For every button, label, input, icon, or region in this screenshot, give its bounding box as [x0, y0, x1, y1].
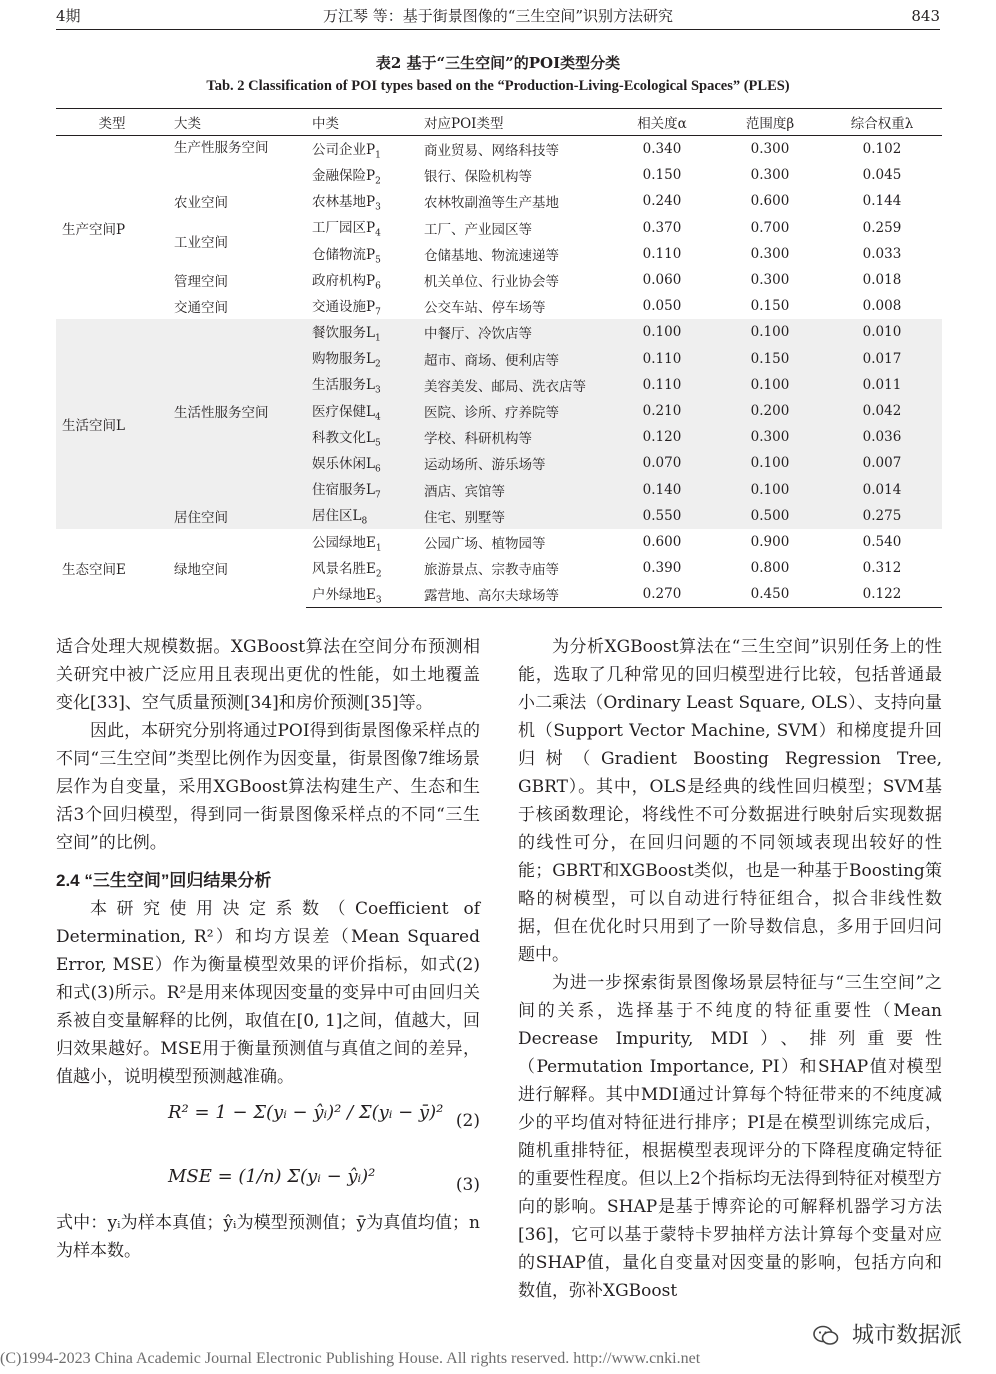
cell-poi-type: 运动场所、游乐场等: [418, 450, 606, 476]
cell-subcategory: [306, 424, 418, 450]
cell-lambda: 0.010: [822, 319, 942, 345]
cell-beta: 0.100: [718, 319, 822, 345]
subcategory-index: 1: [375, 543, 382, 554]
table-row: [56, 319, 942, 345]
table-row: [56, 188, 942, 214]
subcategory-name: 户外绿地: [312, 586, 366, 603]
subcategory-symbol: P: [366, 246, 376, 263]
cell-lambda: 0.017: [822, 346, 942, 372]
col-header-alpha: 相关度α: [606, 109, 718, 136]
cell-lambda: 0.008: [862, 298, 902, 315]
cell-poi-type: 银行、保险机构等: [424, 169, 532, 186]
equation-3: [56, 1155, 480, 1209]
table-row: [56, 293, 942, 319]
subcategory-name: 餐饮服务: [312, 325, 366, 342]
cell-type: 生产空间P: [62, 221, 126, 238]
cell-lambda: 0.312: [862, 560, 902, 577]
watermark-text: 城市数据派: [851, 1323, 962, 1348]
subcategory-index: 5: [374, 438, 381, 449]
subcategory-symbol: L: [366, 351, 375, 368]
cell-lambda: 0.122: [822, 581, 942, 608]
cell-type: 生态空间E: [62, 562, 126, 579]
subcategory-symbol: E: [366, 560, 376, 577]
right-text-column: [518, 633, 942, 1305]
cell-subcategory: [306, 450, 418, 476]
cell-beta: 0.500: [718, 503, 822, 529]
cell-beta: 0.300: [750, 272, 790, 289]
subcategory-name: 公司企业: [312, 141, 366, 158]
subcategory-index: 8: [361, 517, 368, 528]
col-header-beta: 范围度β: [718, 109, 822, 136]
cell-alpha: 0.110: [642, 245, 682, 262]
cell-lambda: 0.007: [822, 450, 942, 476]
subcategory-symbol: P: [366, 194, 376, 211]
cell-lambda: 0.144: [862, 193, 902, 210]
subcategory-index: 6: [375, 281, 381, 292]
cell-beta: 0.300: [750, 141, 790, 158]
subcategory-symbol: E: [366, 534, 376, 551]
subcategory-symbol: P: [366, 167, 376, 184]
equation-2-label: (2): [455, 1111, 480, 1131]
subcategory-index: 3: [375, 202, 381, 213]
subcategory-symbol: L: [366, 403, 375, 420]
cell-beta: 0.200: [718, 398, 822, 424]
paragraph: 为分析XGBoost算法在“三生空间”识别任务上的性能，选取了几种常见的回归模型进行比较，包括普通最小二乘法（Ordinary Least Square, OLS）、支持向量机（Support Vector Machine, SVM）和梯度提升回归树（Gradient Boosting Regression Tree, GBRT）。其中，OLS是经典的线性回归模型；SVM基于核函数理论，将线性不可分数据进行映射后实现数据的线性可分，在回归问题的不同领域表现出较好的性能；GBRT和XGBoost类似，也是一种基于Boosting策略的树模型，可以自动进行特征组合，拟合非线性数据，但在优化时只用到了一阶导数信息，多用于回归问题中。: [518, 637, 942, 965]
subcategory-symbol: L: [352, 508, 362, 525]
subcategory-name: 政府机构: [312, 272, 366, 289]
cell-alpha: 0.120: [606, 424, 718, 450]
subcategory-index: 2: [375, 569, 382, 580]
subcategory-symbol: P: [366, 141, 376, 158]
cell-subcategory: [306, 241, 418, 267]
col-header-poi-type: 对应POI类型: [418, 109, 606, 136]
running-title: 万江琴 等：基于街景图像的“三生空间”识别方法研究: [322, 7, 674, 25]
cell-subcategory: [306, 398, 418, 424]
cell-poi-type: 机关单位、行业协会等: [424, 274, 559, 291]
cell-poi-type: 公园广场、植物园等: [424, 535, 546, 552]
subcategory-name: 住宿服务: [312, 482, 366, 499]
cell-beta: 0.150: [718, 346, 822, 372]
cell-lambda: 0.014: [822, 476, 942, 502]
table-row: [56, 136, 942, 163]
cell-poi-type: 仓储基地、物流速递等: [424, 247, 559, 264]
running-header: [56, 4, 940, 28]
col-header-type: 类型: [56, 109, 168, 136]
subcategory-symbol: L: [366, 377, 375, 394]
cell-subcategory: [306, 372, 418, 398]
subcategory-name: 公园绿地: [312, 534, 366, 551]
cell-alpha: 0.600: [642, 533, 682, 550]
subcategory-index: 6: [374, 464, 381, 475]
cell-subcategory: [306, 319, 418, 345]
cell-poi-type: 公交车站、停车场等: [424, 300, 546, 317]
cell-beta: 0.100: [718, 450, 822, 476]
table-caption-en: Tab. 2 Classification of POI types based on the “Production-Living-Ecological Spaces” (PLES): [206, 78, 790, 94]
cell-poi-type: 美容美发、邮局、洗衣店等: [418, 372, 606, 398]
cell-poi-type: 酒店、宾馆等: [418, 476, 606, 502]
cell-lambda: 0.036: [822, 424, 942, 450]
subcategory-symbol: L: [366, 482, 375, 499]
col-header-lambda: 综合权重λ: [822, 109, 942, 136]
cell-beta: 0.100: [718, 372, 822, 398]
copyright-footer: (C)1994-2023 China Academic Journal Electronic Publishing House. All rights reserved. http://www.cnki.net: [0, 1350, 701, 1367]
subcategory-name: 娱乐休闲: [312, 456, 366, 472]
paragraph: 式中：yᵢ为样本真值；ŷᵢ为模型预测值；ȳ为真值均值；n为样本数。: [56, 1213, 480, 1261]
cell-beta: 0.300: [750, 167, 790, 184]
cell-beta: 0.900: [750, 533, 790, 550]
cell-poi-type: 超市、商场、便利店等: [418, 346, 606, 372]
cell-poi-type: 露营地、高尔夫球场等: [418, 581, 606, 608]
cell-beta: 0.600: [750, 193, 790, 210]
cell-subcategory: [306, 529, 418, 555]
subcategory-name: 金融保险: [312, 167, 366, 184]
cell-poi-type: 工厂、产业园区等: [424, 221, 532, 238]
cell-lambda: 0.018: [862, 272, 902, 289]
equation-3-body: MSE = (1/n) Σ(yᵢ − ŷᵢ)²: [168, 1166, 376, 1187]
cell-poi-type: 中餐厅、冷饮店等: [418, 319, 606, 345]
subcategory-index: 2: [375, 176, 381, 187]
cell-lambda: 0.275: [822, 503, 942, 529]
cell-lambda: 0.033: [862, 245, 902, 262]
cell-category: 居住空间: [168, 503, 306, 529]
cell-beta: 0.800: [750, 560, 790, 577]
cell-poi-type: 商业贸易、网络科技等: [424, 143, 559, 160]
cell-subcategory: [306, 555, 418, 581]
cell-alpha: 0.100: [606, 319, 718, 345]
cell-subcategory: [306, 136, 418, 163]
cell-category: 交通空间: [174, 300, 228, 317]
cell-alpha: 0.060: [642, 272, 682, 289]
cell-beta: 0.450: [718, 581, 822, 608]
left-text-column: [56, 633, 480, 1265]
cell-subcategory: [306, 215, 418, 241]
cell-alpha: 0.390: [642, 560, 682, 577]
cell-alpha: 0.050: [642, 298, 682, 315]
subcategory-name: 工厂园区: [312, 220, 366, 237]
cell-beta: 0.150: [750, 298, 790, 315]
subcategory-name: 居住区: [312, 508, 353, 525]
section-heading: 2.4 “三生空间”回归结果分析: [56, 871, 272, 890]
cell-alpha: 0.340: [642, 141, 682, 158]
subcategory-index: 7: [374, 490, 381, 501]
cell-beta: 0.100: [718, 476, 822, 502]
paragraph: 本研究使用决定系数（Coefficient of Determination, R²）和均方误差（Mean Squared Error, MSE）作为衡量模型效果的评价指标，如式(2)和式(3)所示。R²是用来体现因变量的变异中可由回归关系被自变量解释的比例，取值在[0, 1]之间，值越大，回归效果越好。MSE用于衡量预测值与真值之间的差异，值越小，说明模型预测越准确。: [56, 899, 480, 1087]
subcategory-symbol: L: [366, 456, 375, 472]
cell-beta: 0.300: [718, 424, 822, 450]
cell-category: 农业空间: [174, 195, 228, 212]
cell-alpha: 0.150: [642, 167, 682, 184]
paragraph: 适合处理大规模数据。XGBoost算法在空间分布预测相关研究中被广泛应用且表现出更优的性能，如土地覆盖变化[33]、空气质量预测[34]和房价预测[35]等。: [56, 637, 480, 713]
cell-poi-type: 住宅、别墅等: [418, 503, 606, 529]
table-caption-cn: 表2 基于“三生空间”的POI类型分类: [375, 54, 621, 72]
col-header-category: 大类: [168, 109, 306, 136]
cell-subcategory: [306, 188, 418, 214]
subcategory-index: 3: [374, 386, 381, 397]
poi-classification-table: [56, 108, 942, 608]
cell-category: 生产性服务空间: [174, 140, 269, 156]
cell-alpha: 0.550: [606, 503, 718, 529]
cell-alpha: 0.240: [642, 193, 682, 210]
cell-alpha: 0.110: [606, 346, 718, 372]
equation-3-label: (3): [455, 1175, 480, 1195]
table-row: [56, 267, 942, 293]
subcategory-name: 仓储物流: [312, 246, 366, 263]
subcategory-name: 交通设施: [312, 298, 366, 315]
subcategory-index: 1: [374, 333, 381, 344]
subcategory-name: 生活服务: [312, 377, 366, 394]
subcategory-name: 农林基地: [312, 194, 366, 211]
subcategory-symbol: L: [366, 429, 375, 446]
cell-alpha: 0.210: [606, 398, 718, 424]
subcategory-index: 5: [375, 255, 381, 266]
cell-type: 生活空间L: [56, 319, 168, 529]
subcategory-symbol: E: [366, 586, 376, 603]
cell-lambda: 0.045: [862, 167, 902, 184]
cell-alpha: 0.270: [606, 581, 718, 608]
table-row: [56, 529, 942, 555]
subcategory-symbol: P: [366, 220, 376, 237]
cell-lambda: 0.042: [822, 398, 942, 424]
cell-subcategory: [306, 476, 418, 502]
cell-category: 工业空间: [174, 234, 228, 251]
cell-category: 生活性服务空间: [168, 319, 306, 502]
cell-lambda: 0.540: [862, 533, 902, 550]
cell-category: 管理空间: [174, 274, 228, 291]
paragraph: 因此，本研究分别将通过POI得到街景图像采样点的不同“三生空间”类型比例作为因变量，街景图像7维场景层作为自变量，采用XGBoost算法构建生产、生态和生活3个回归模型，得到同一街景图像采样点的不同“三生空间”的比例。: [56, 721, 480, 853]
subcategory-name: 医疗保健: [312, 403, 366, 420]
equation-2-body: R² = 1 − Σ(yᵢ − ŷᵢ)² / Σ(yᵢ − ȳ)²: [168, 1102, 444, 1123]
subcategory-name: 风景名胜: [312, 560, 366, 577]
cell-lambda: 0.259: [862, 219, 902, 236]
table-header-row: [56, 109, 942, 136]
header-rule: [56, 29, 940, 30]
table-row: [56, 503, 942, 529]
wechat-icon: [813, 1325, 839, 1347]
cell-beta: 0.300: [750, 245, 790, 262]
cell-poi-type: 医院、诊所、疗养院等: [418, 398, 606, 424]
cell-poi-type: 学校、科研机构等: [418, 424, 606, 450]
subcategory-name: 科教文化: [312, 429, 366, 446]
subcategory-index: 4: [374, 412, 381, 423]
table-row: [56, 215, 942, 241]
cell-poi-type: 旅游景点、宗教寺庙等: [424, 562, 559, 579]
cell-subcategory: [306, 346, 418, 372]
cell-alpha: 0.110: [606, 372, 718, 398]
cell-subcategory: [306, 293, 418, 319]
cell-subcategory: [306, 503, 418, 529]
subcategory-index: 3: [375, 595, 382, 606]
subcategory-symbol: L: [366, 325, 375, 342]
subcategory-index: 1: [375, 150, 381, 161]
cell-alpha: 0.140: [606, 476, 718, 502]
equation-2: [56, 1091, 480, 1155]
page-number: 843: [911, 7, 940, 25]
col-header-subcategory: 中类: [306, 109, 418, 136]
cell-alpha: 0.070: [606, 450, 718, 476]
cell-alpha: 0.370: [642, 219, 682, 236]
subcategory-name: 购物服务: [312, 351, 366, 368]
subcategory-index: 7: [375, 307, 381, 318]
paragraph: 为进一步探索街景图像场景层特征与“三生空间”之间的关系，选择基于不纯度的特征重要性（Mean Decrease Impurity, MDI）、排列重要性（Permutation Importance, PI）和SHAP值对模型进行解释。其中MDI通过计算每个特征带来的不纯度减少的平均值对特征进行排序；PI是在模型训练完成后，随机重排特征，根据模型表现评分的下降程度确定特征的重要性程度。但以上2个指标均无法得到特征对模型方向的影响。SHAP是基于博弈论的可解释机器学习方法[36]，它可以基于蒙特卡罗抽样方法计算每个变量对应的SHAP值，量化自变量对因变量的影响，包括方向和数值，弥补XGBoost: [518, 973, 942, 1301]
subcategory-index: 4: [375, 229, 381, 239]
cell-beta: 0.700: [750, 219, 790, 236]
cell-category: 绿地空间: [174, 562, 228, 579]
subcategory-symbol: P: [366, 298, 376, 315]
cell-lambda: 0.011: [822, 372, 942, 398]
cell-subcategory: [306, 162, 418, 188]
cell-subcategory: [306, 267, 418, 293]
cell-subcategory: [306, 581, 418, 608]
cell-poi-type: 农林牧副渔等生产基地: [424, 195, 559, 212]
subcategory-index: 2: [374, 359, 381, 370]
cell-lambda: 0.102: [862, 141, 902, 158]
watermark: [813, 1318, 962, 1349]
subcategory-symbol: P: [366, 272, 376, 289]
issue-number: 4期: [56, 7, 81, 25]
